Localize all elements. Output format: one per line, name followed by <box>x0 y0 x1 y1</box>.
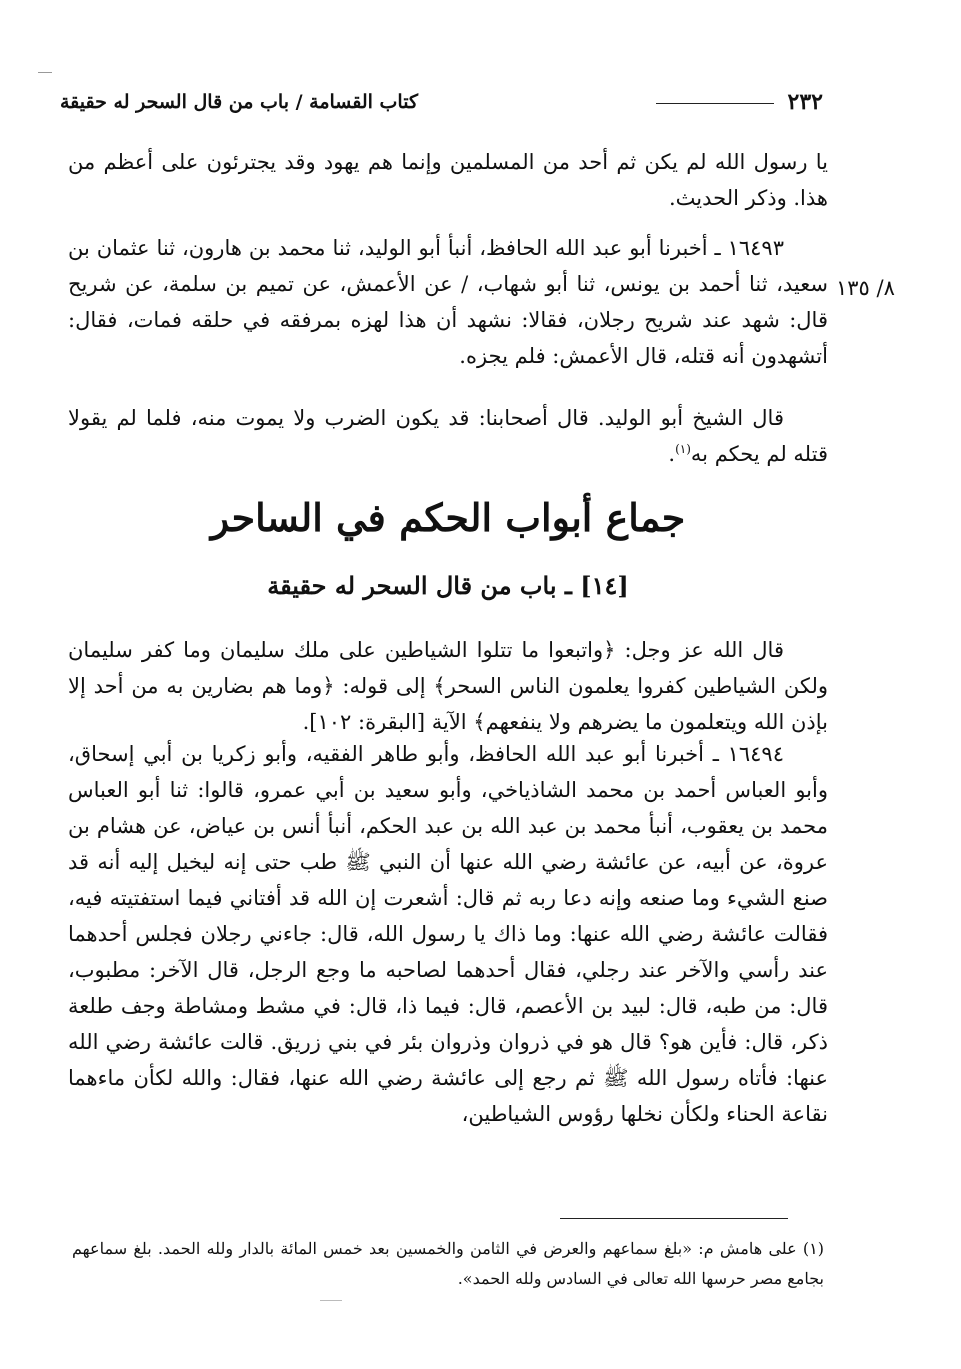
paragraph-quran-verse: قال الله عز وجل: ﴿واتبعوا ما تتلوا الشياطين على ملك سليمان وما كفر سليمان ولكن الشياطين كفروا يعلمون الناس السحر﴾ إلى قوله: ﴿وما هم بضارين به من أحد إلا بإذن الله ويتعلمون ما يضرهم ولا ينفعهم﴾ الآية [البقرة: ١٠٢]. <box>68 638 828 734</box>
page-number: ٢٣٢ <box>656 89 823 115</box>
footnote: (١) على هامش م: «بلغ سماعهم والعرض في الثامن والخمسين بعد خمس المائة بالدار ولله الحمد. بلغ سماعهم بجامع مصر حرسها الله تعالى في السادس ولله الحمد». <box>72 1239 824 1288</box>
paragraph-hadith-16494: ١٦٤٩٤ ـ أخبرنا أبو عبد الله الحافظ، وأبو طاهر الفقيه، وأبو زكريا بن أبي إسحاق، وأبو العباس أحمد بن محمد الشاذياخي، وأبو سعيد بن أبي عمرو، قالوا: ثنا أبو العباس محمد بن يعقوب، أنبأ محمد بن عبد الله بن عبد الحكم، أنبأ أنس بن عياض، عن هشام بن عروة، عن أبيه، عن عائشة رضي الله عنها أن النبي ﷺ طب حتى إنه ليخيل إليه أنه قد صنع الشيء وما صنعه وإنه دعا ربه ثم قال: أشعرت إن الله قد أفتاني فيما استفتيته فيه، فقالت عائشة رضي الله عنها: وما ذاك يا رسول الله، قال: جاءني رجلان فجلس أحدهما عند رأسي والآخر عند رجلي، فقال أحدهما لصاحبه ما وجع الرجل، قال الآخر: مطبوب، قال: من طبه، قال: لبيد بن الأعصم، قال: فيما ذا، قال: في مشط ومشاطة وجف طلعة ذكر، قال: فأين هو؟ قال هو في ذروان وذروان بئر في بني زريق. قالت عائشة رضي الله عنها: فأتاه رسول الله ﷺ ثم رجع إلى عائشة رضي الله عنها، فقال: والله لكأن ماءهما نقاعة الحناء ولكأن نخلها رؤوس الشياطين، <box>68 742 828 1126</box>
text-block-continuation <box>68 144 828 216</box>
paragraph-hadith-16493: ١٦٤٩٣ ـ أخبرنا أبو عبد الله الحافظ، أنبأ أبو الوليد، ثنا محمد بن هارون، ثنا عثمان بن سعيد، ثنا أحمد بن يونس، ثنا أبو شهاب، / عن الأعمش، عن تميم بن سلمة، عن شريح قال: شهد عند شريح رجلان، فقالا: نشهد أن هذا لهزه بمرفقه في حلقه فمات، فقال: أتشهدون أنه قتله، قال الأعمش: فلم يجزه. <box>68 236 828 368</box>
running-header <box>60 84 823 120</box>
paragraph-continuation: يا رسول الله لم يكن ثم أحد من المسلمين وإنما هم يهود وقد يجترئون على أعظم من هذا. وذكر الحديث. <box>68 150 828 210</box>
text-block-hadith-16494 <box>68 736 828 1132</box>
footnote-separator <box>560 1218 788 1219</box>
text-block-hadith-16493 <box>68 230 828 374</box>
section-title: [١٤] ـ باب من قال السحر له حقيقة <box>267 571 629 600</box>
text-block-sheikh-comment <box>68 400 828 472</box>
running-title: كتاب القسامة / باب من قال السحر له حقيقة <box>60 91 419 113</box>
text-block-quran-verse <box>68 632 828 740</box>
paragraph-sheikh-comment <box>68 400 828 472</box>
scan-mark <box>320 1300 342 1301</box>
corner-mark <box>38 72 52 73</box>
margin-volume-reference: ٨/ ١٣٥ <box>836 276 895 300</box>
paragraph-sheikh-comment-end: . <box>668 442 676 466</box>
footnote-marker: (١) <box>675 442 691 456</box>
chapter-title: جماع أبواب الحكم في الساحر <box>210 495 686 540</box>
paragraph-sheikh-comment-text: قال الشيخ أبو الوليد. قال أصحابنا: قد يكون الضرب ولا يموت منه، فلما لم يقولا قتله لم يحكم به <box>68 406 828 466</box>
